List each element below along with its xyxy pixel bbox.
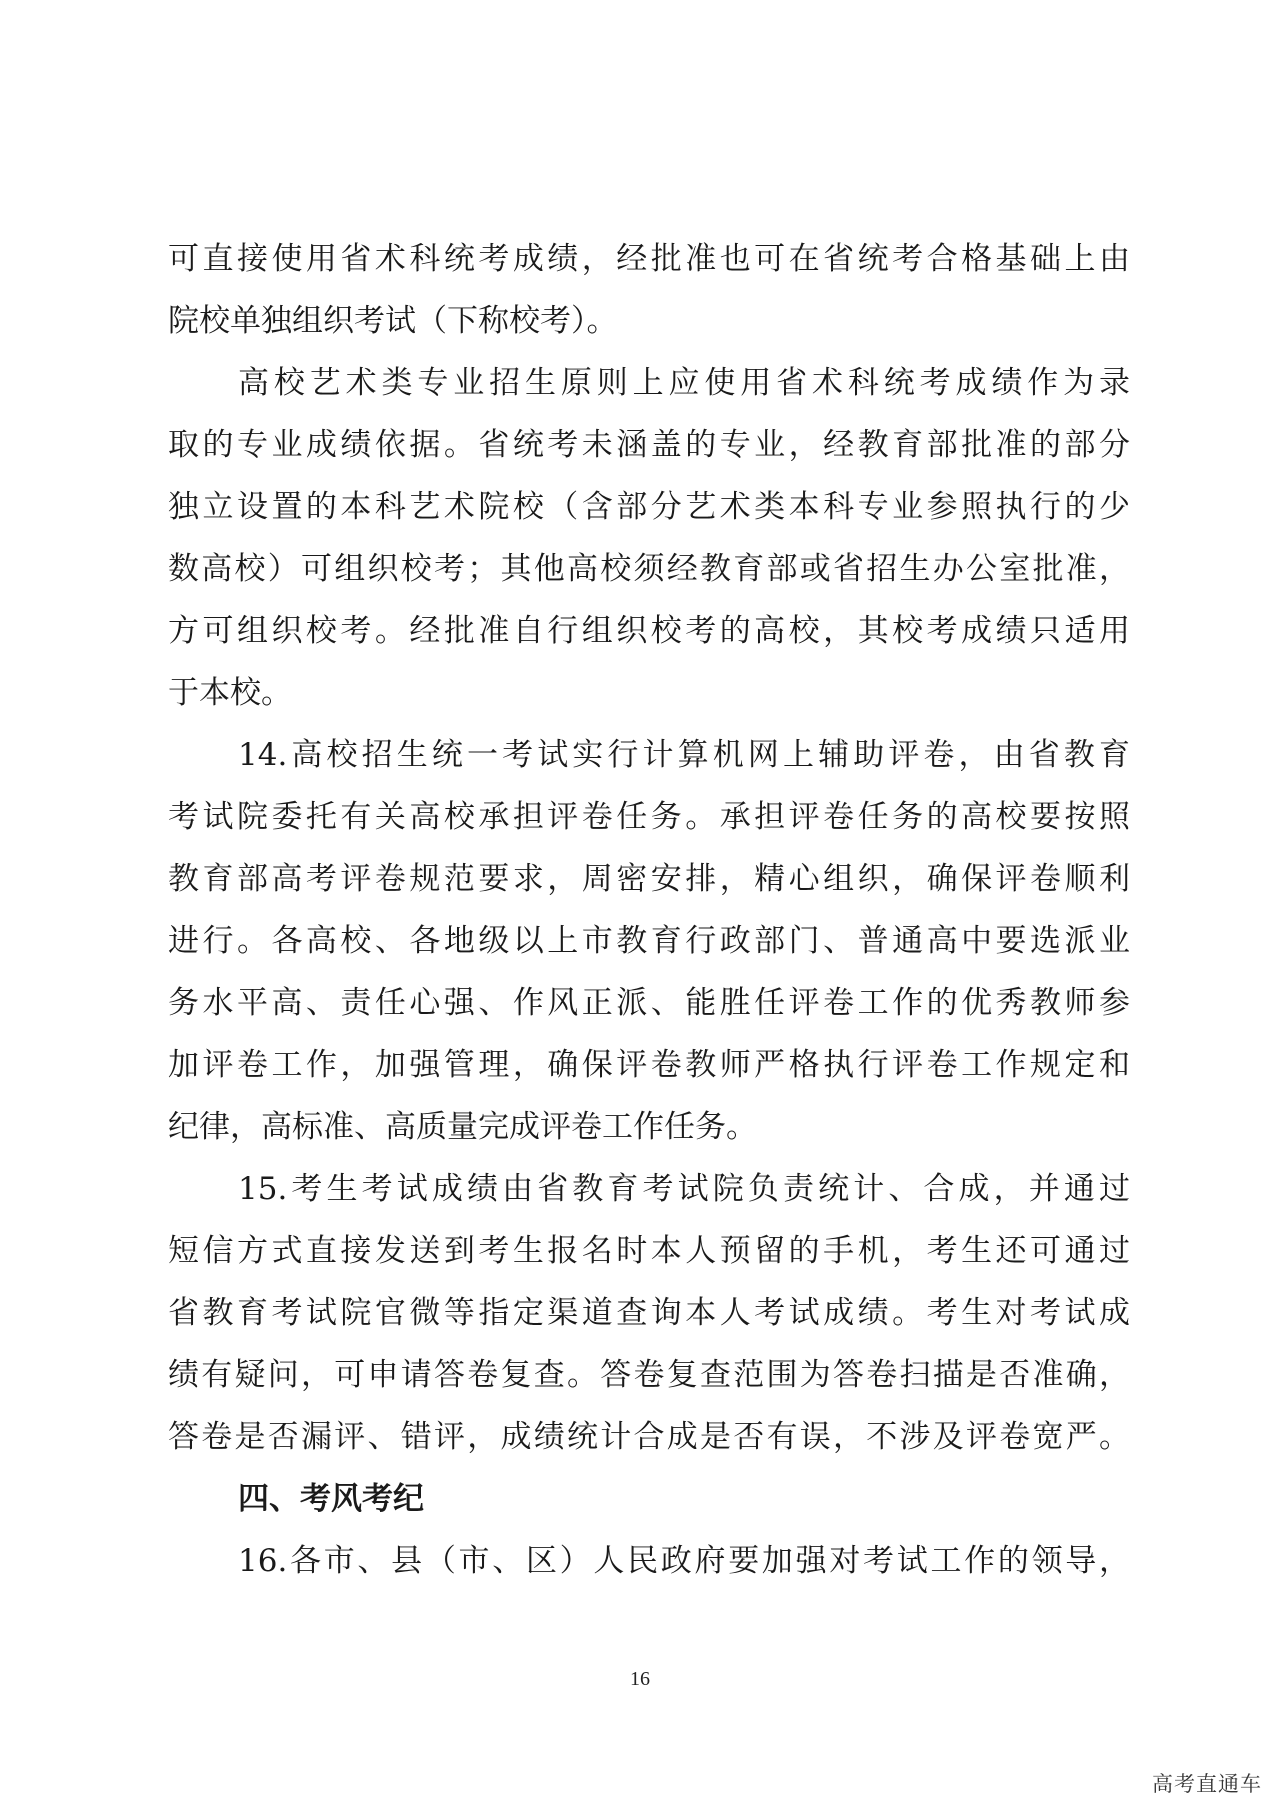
text-line: 数高校）可组织校考；其他高校须经教育部或省招生办公室批准， — [168, 551, 1130, 587]
section-heading: 四、考风考纪 — [238, 1481, 424, 1517]
document-body — [168, 228, 1130, 1592]
text-line: 进行。各高校、各地级以上市教育行政部门、普通高中要选派业 — [168, 923, 1130, 959]
text-line: 考试院委托有关高校承担评卷任务。承担评卷任务的高校要按照 — [168, 799, 1130, 835]
text-line: 高校艺术类专业招生原则上应使用省术科统考成绩作为录 — [238, 365, 1130, 401]
text-line: 16.各市、县（市、区）人民政府要加强对考试工作的领导， — [238, 1543, 1130, 1579]
watermark: 高考直通车 — [1152, 1772, 1262, 1796]
text-line: 方可组织校考。经批准自行组织校考的高校，其校考成绩只适用 — [168, 613, 1130, 649]
text-line: 15.考生考试成绩由省教育考试院负责统计、合成，并通过 — [238, 1171, 1130, 1207]
text-line: 于本校。 — [168, 675, 292, 711]
text-line: 纪律，高标准、高质量完成评卷工作任务。 — [168, 1109, 757, 1145]
text-line: 务水平高、责任心强、作风正派、能胜任评卷工作的优秀教师参 — [168, 985, 1130, 1021]
text-line: 院校单独组织考试（下称校考）。 — [168, 303, 618, 339]
text-line: 取的专业成绩依据。省统考未涵盖的专业，经教育部批准的部分 — [168, 427, 1130, 463]
text-line: 绩有疑问，可申请答卷复查。答卷复查范围为答卷扫描是否准确， — [168, 1357, 1130, 1393]
page-number: 16 — [630, 1668, 650, 1690]
text-line: 答卷是否漏评、错评，成绩统计合成是否有误，不涉及评卷宽严。 — [168, 1419, 1130, 1455]
text-line: 独立设置的本科艺术院校（含部分艺术类本科专业参照执行的少 — [168, 489, 1130, 525]
text-line: 14.高校招生统一考试实行计算机网上辅助评卷，由省教育 — [238, 737, 1130, 773]
text-line: 教育部高考评卷规范要求，周密安排，精心组织，确保评卷顺利 — [168, 861, 1130, 897]
text-line: 省教育考试院官微等指定渠道查询本人考试成绩。考生对考试成 — [168, 1295, 1130, 1331]
text-line: 短信方式直接发送到考生报名时本人预留的手机，考生还可通过 — [168, 1233, 1130, 1269]
text-line: 加评卷工作，加强管理，确保评卷教师严格执行评卷工作规定和 — [168, 1047, 1130, 1083]
text-line: 可直接使用省术科统考成绩，经批准也可在省统考合格基础上由 — [168, 241, 1130, 277]
